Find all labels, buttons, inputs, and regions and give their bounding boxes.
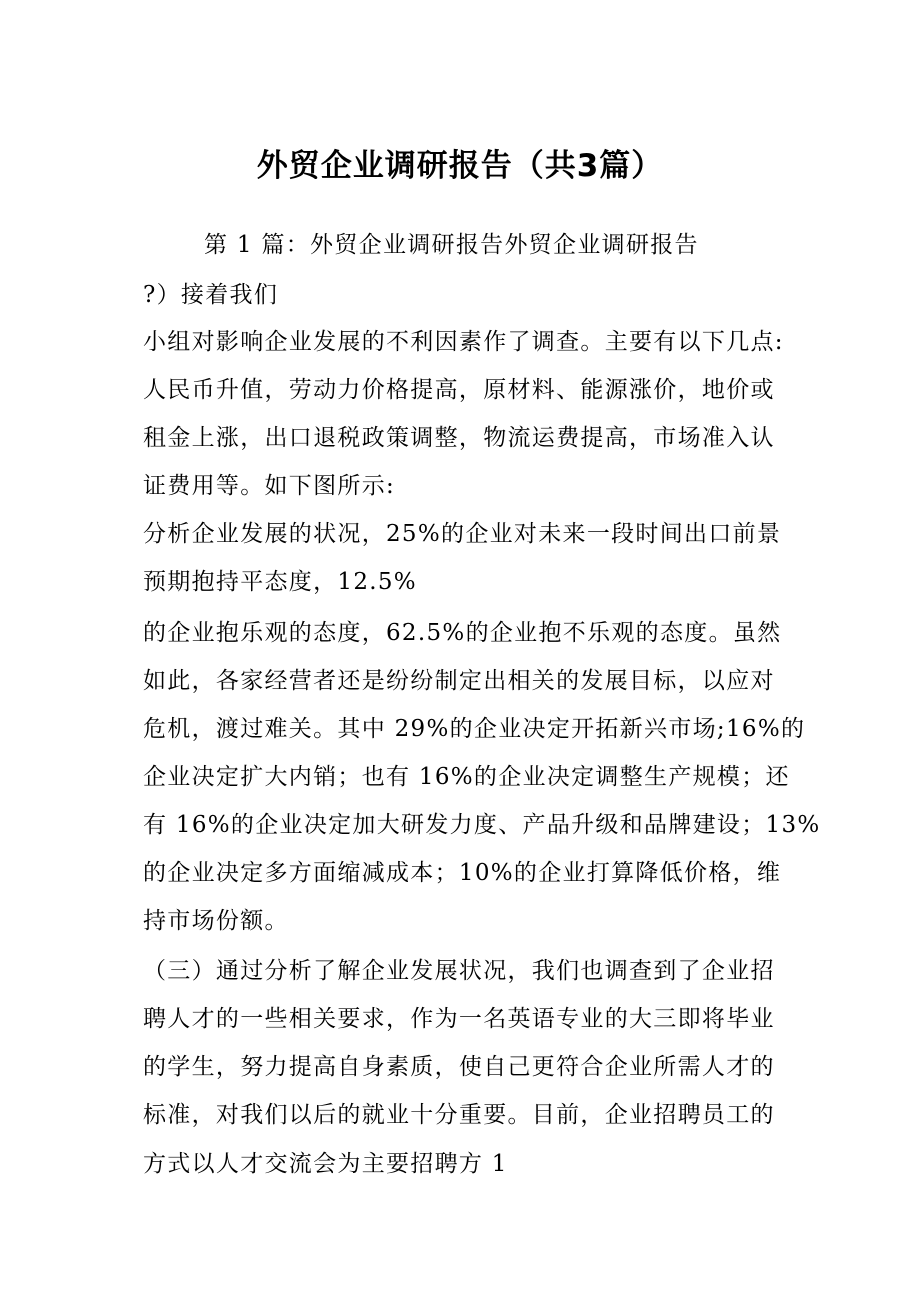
paragraph-line: 预期抱持平态度，12.5% [143, 569, 417, 595]
paragraph-line: 持市场份额。 [143, 908, 289, 934]
paragraph-line: 危机，渡过难关。其中 29%的企业决定开拓新兴市场;16%的 [143, 716, 806, 742]
paragraph-line: （三）通过分析了解企业发展状况，我们也调查到了企业招 [143, 958, 775, 984]
paragraph-line: 的企业抱乐观的态度，62.5%的企业抱不乐观的态度。虽然 [143, 620, 782, 646]
paragraph-line: 分析企业发展的状况，25%的企业对未来一段时间出口前景 [143, 521, 782, 547]
paragraph-line: 聘人才的一些相关要求，作为一名英语专业的大三即将毕业 [143, 1006, 775, 1032]
paragraph-line: 人民币升值，劳动力价格提高，原材料、能源涨价，地价或 [143, 377, 775, 403]
paragraph-line: 企业决定扩大内销；也有 16%的企业决定调整生产规模；还 [143, 764, 790, 790]
paragraph-line: ?）接着我们 [143, 282, 279, 308]
section-heading: 第 1 篇：外贸企业调研报告外贸企业调研报告 [204, 232, 699, 258]
paragraph-line: 租金上涨，出口退税政策调整，物流运费提高，市场准入认 [143, 425, 775, 451]
paragraph-line: 标准，对我们以后的就业十分重要。目前，企业招聘员工的 [143, 1102, 775, 1128]
paragraph-line: 的学生，努力提高自身素质，使自己更符合企业所需人才的 [143, 1054, 775, 1080]
paragraph-line: 如此，各家经营者还是纷纷制定出相关的发展目标，以应对 [143, 668, 775, 694]
paragraph-line: 的企业决定多方面缩减成本；10%的企业打算降低价格，维 [143, 860, 782, 886]
paragraph-line: 小组对影响企业发展的不利因素作了调查。主要有以下几点: [143, 329, 784, 355]
paragraph-line: 有 16%的企业决定加大研发力度、产品升级和品牌建设；13% [143, 812, 821, 838]
paragraph-line: 证费用等。如下图所示: [143, 473, 396, 499]
paragraph-line: 方式以人才交流会为主要招聘方 1 [143, 1151, 508, 1177]
document-title: 外贸企业调研报告（共3篇） [256, 148, 664, 184]
